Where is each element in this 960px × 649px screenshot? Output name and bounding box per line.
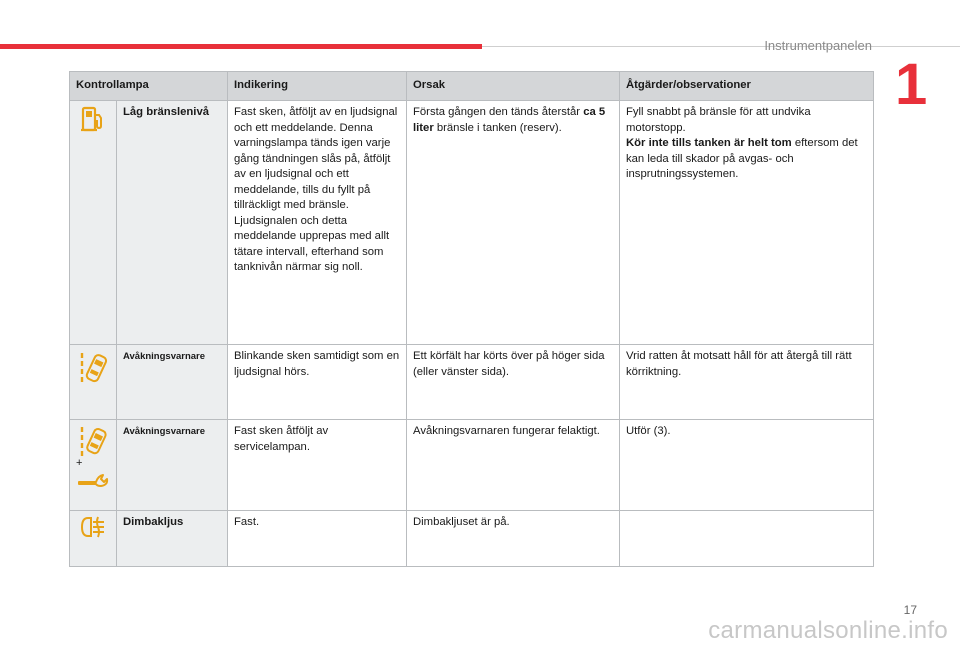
section-title: Instrumentpanelen [764, 38, 872, 53]
lane-departure-icon [78, 424, 108, 460]
column-header-indication: Indikering [228, 72, 407, 101]
plus-sign: + [76, 457, 83, 469]
lamp-name: Låg bränslenivå [117, 101, 228, 345]
cause-text: Avåkningsvarnaren fungerar felaktigt. [407, 420, 620, 511]
indication-text: Blinkande sken samtidigt som en ljudsignal hörs. [228, 345, 407, 420]
header-rule [482, 46, 960, 47]
icon-cell [70, 101, 117, 345]
table-row [70, 420, 874, 511]
table-row [70, 101, 874, 345]
column-header-cause: Orsak [407, 72, 620, 101]
wrench-icon [76, 470, 110, 488]
cause-text [407, 101, 620, 345]
lane-departure-icon [78, 349, 108, 389]
icon-cell [70, 420, 117, 511]
table-row [70, 345, 874, 420]
lamp-name: Avåkningsvarnare [117, 420, 228, 511]
icon-cell [70, 511, 117, 567]
action-post: eftersom det kan leda till skador på avgas- och insprutningssystemen. [626, 137, 858, 180]
action-text: Utför (3). [620, 420, 874, 511]
action-text: Vrid ratten åt motsatt håll för att återgå till rätt körriktning. [620, 345, 874, 420]
cause-text-pre: Första gången den tänds återstår [413, 106, 584, 118]
table-row [70, 511, 874, 567]
action-text [620, 511, 874, 567]
indication-text: Fast sken åtföljt av servicelampan. [228, 420, 407, 511]
column-header-lamp: Kontrollampa [70, 72, 228, 101]
icon-cell [70, 345, 117, 420]
action-line1: Fyll snabbt på bränsle för att undvika motorstopp. [626, 106, 811, 134]
header-accent-bar [0, 44, 482, 49]
cause-text-post: bränsle i tanken (reserv). [433, 121, 562, 134]
warning-lamp-table [69, 71, 874, 567]
action-bold: Kör inte tills tanken är helt tom [626, 137, 792, 149]
watermark: carmanualsonline.info [708, 617, 948, 644]
lamp-name: Dimbakljus [117, 511, 228, 567]
indication-text: Fast. [228, 511, 407, 567]
cause-text: Dimbakljuset är på. [407, 511, 620, 567]
rear-fog-lamp-icon [79, 515, 107, 539]
action-text [620, 101, 874, 345]
lamp-name: Avåkningsvarnare [117, 345, 228, 420]
indication-text: Fast sken, åtföljt av en ljudsignal och ett meddelande. Denna varningslampa tänds igen varje gång tändningen slås på, åtföljt av en ljudsignal och ett meddelande, tills du fyllt på tillräckligt med bränsle. Ljudsignalen och detta meddelande upprepas med allt tätare intervall, efterhand som tanknivån närmar sig noll. [228, 101, 407, 345]
cause-text-bold: ca 5 liter [413, 106, 606, 134]
fuel-pump-icon [80, 105, 106, 133]
column-header-action: Åtgärder/observationer [620, 72, 874, 101]
chapter-number: 1 [895, 52, 928, 117]
page-number: 17 [903, 603, 917, 617]
cause-text: Ett körfält har körts över på höger sida (eller vänster sida). [407, 345, 620, 420]
table-header-row [70, 72, 874, 101]
